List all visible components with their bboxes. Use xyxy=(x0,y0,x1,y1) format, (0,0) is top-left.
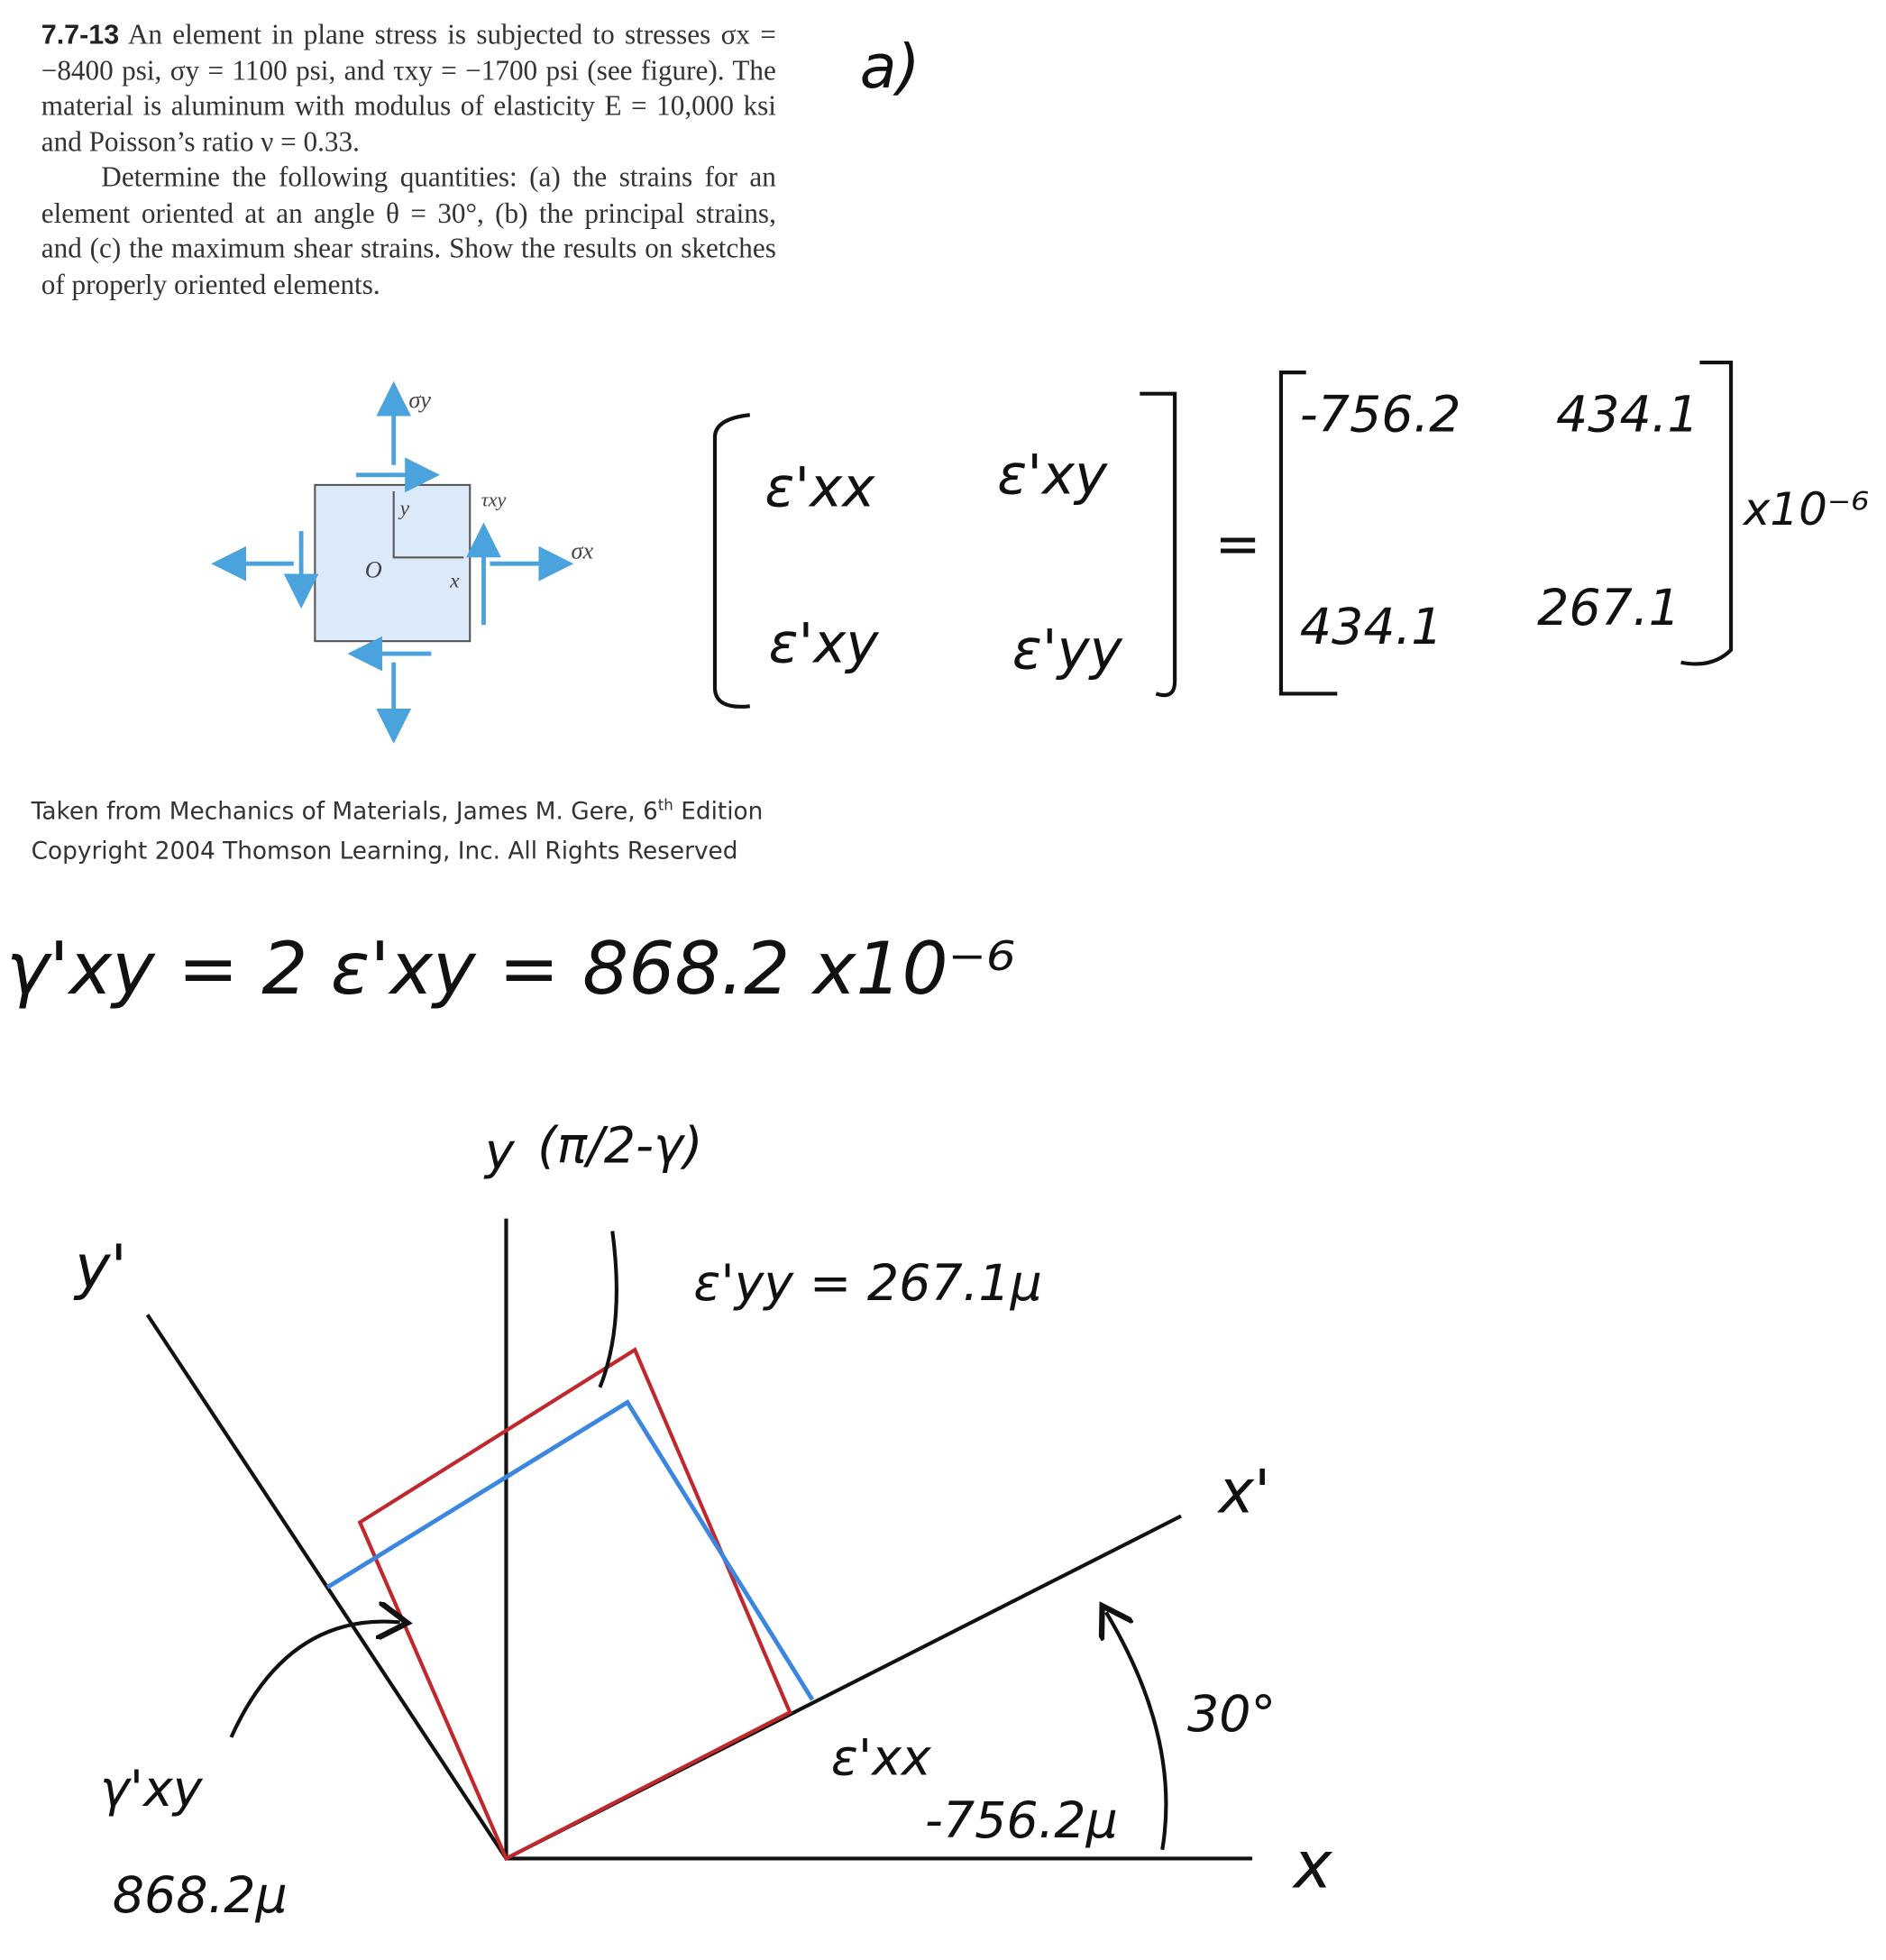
problem-paragraph-2: Determine the following quantities: (a) the strains for an element oriented at an angle θ = 30°, (b) the principal strains, and (c) the maximum shear strains. Show the results on sketches of properly oriented elements. xyxy=(41,160,776,300)
problem-number: 7.7-13 xyxy=(41,18,120,50)
sketch-x-prime-label: x' xyxy=(1218,1456,1271,1527)
stress-element-figure xyxy=(220,387,594,735)
strain-xx-symbol: ε'xx xyxy=(764,455,875,520)
stress-element xyxy=(315,485,470,641)
sketch-y-prime-label: y' xyxy=(75,1231,127,1302)
value-xy: 434.1 xyxy=(1555,386,1699,444)
rotated-element-sketch xyxy=(148,1219,1252,1859)
y-axis-label: y xyxy=(399,497,410,521)
value-yy: 267.1 xyxy=(1537,580,1680,638)
original-element-blue xyxy=(327,1402,812,1699)
equals-sign: = xyxy=(1214,511,1261,576)
deformed-element-red xyxy=(360,1350,790,1858)
strain-yx-symbol: ε'xy xyxy=(768,611,879,676)
sketch-exx-value: -756.2μ xyxy=(924,1791,1118,1850)
left-bracket xyxy=(715,415,750,707)
x-axis-label: x xyxy=(450,569,460,593)
sketch-y-label: y xyxy=(484,1123,515,1182)
shear-strain-equation: γ'xy = 2 ε'xy = 868.2 x10⁻⁶ xyxy=(5,926,1016,1012)
matrix-scale: x10⁻⁶ xyxy=(1743,483,1870,536)
sketch-x-label: x xyxy=(1293,1827,1332,1903)
sketch-angle-label: (π/2-γ) xyxy=(537,1117,703,1176)
shear-angle-arrow xyxy=(231,1622,399,1737)
right-bracket xyxy=(1140,394,1175,695)
sketch-exx-label: ε'xx xyxy=(830,1729,931,1788)
sketch-theta-label: 30° xyxy=(1186,1686,1277,1745)
credit-sup: th xyxy=(657,796,673,814)
credit-edition: Edition xyxy=(673,797,764,826)
origin-label: O xyxy=(364,556,382,583)
problem-paragraph-1: An element in plane stress is subjected to stresses σx = −8400 psi, σy = 1100 psi, and τxy = −1700 psi (see figure). The material is aluminum with modulus of elasticity E = 10,000 ksi and Poisson’s ratio ν = 0.33. xyxy=(41,18,776,157)
sigma-y-label: σy xyxy=(408,386,431,413)
credit-line-2: Copyright 2004 Thomson Learning, Inc. All Rights Reserved xyxy=(31,838,738,866)
part-label: a) xyxy=(859,32,920,103)
credit-line-1: Taken from Mechanics of Materials, James M. Gere, 6 xyxy=(31,797,658,826)
value-yx: 434.1 xyxy=(1299,598,1443,656)
sigma-x-label: σx xyxy=(571,537,594,564)
value-xx: -756.2 xyxy=(1299,386,1461,444)
tau-xy-label: τxy xyxy=(481,488,507,511)
sketch-eyy-label: ε'yy = 267.1μ xyxy=(693,1254,1042,1313)
strain-xy-symbol: ε'xy xyxy=(997,443,1108,508)
sketch-gxy-value: 868.2μ xyxy=(112,1867,288,1926)
strain-yy-symbol: ε'yy xyxy=(1012,618,1122,682)
sketch-gxy-label: γ'xy xyxy=(99,1761,203,1819)
